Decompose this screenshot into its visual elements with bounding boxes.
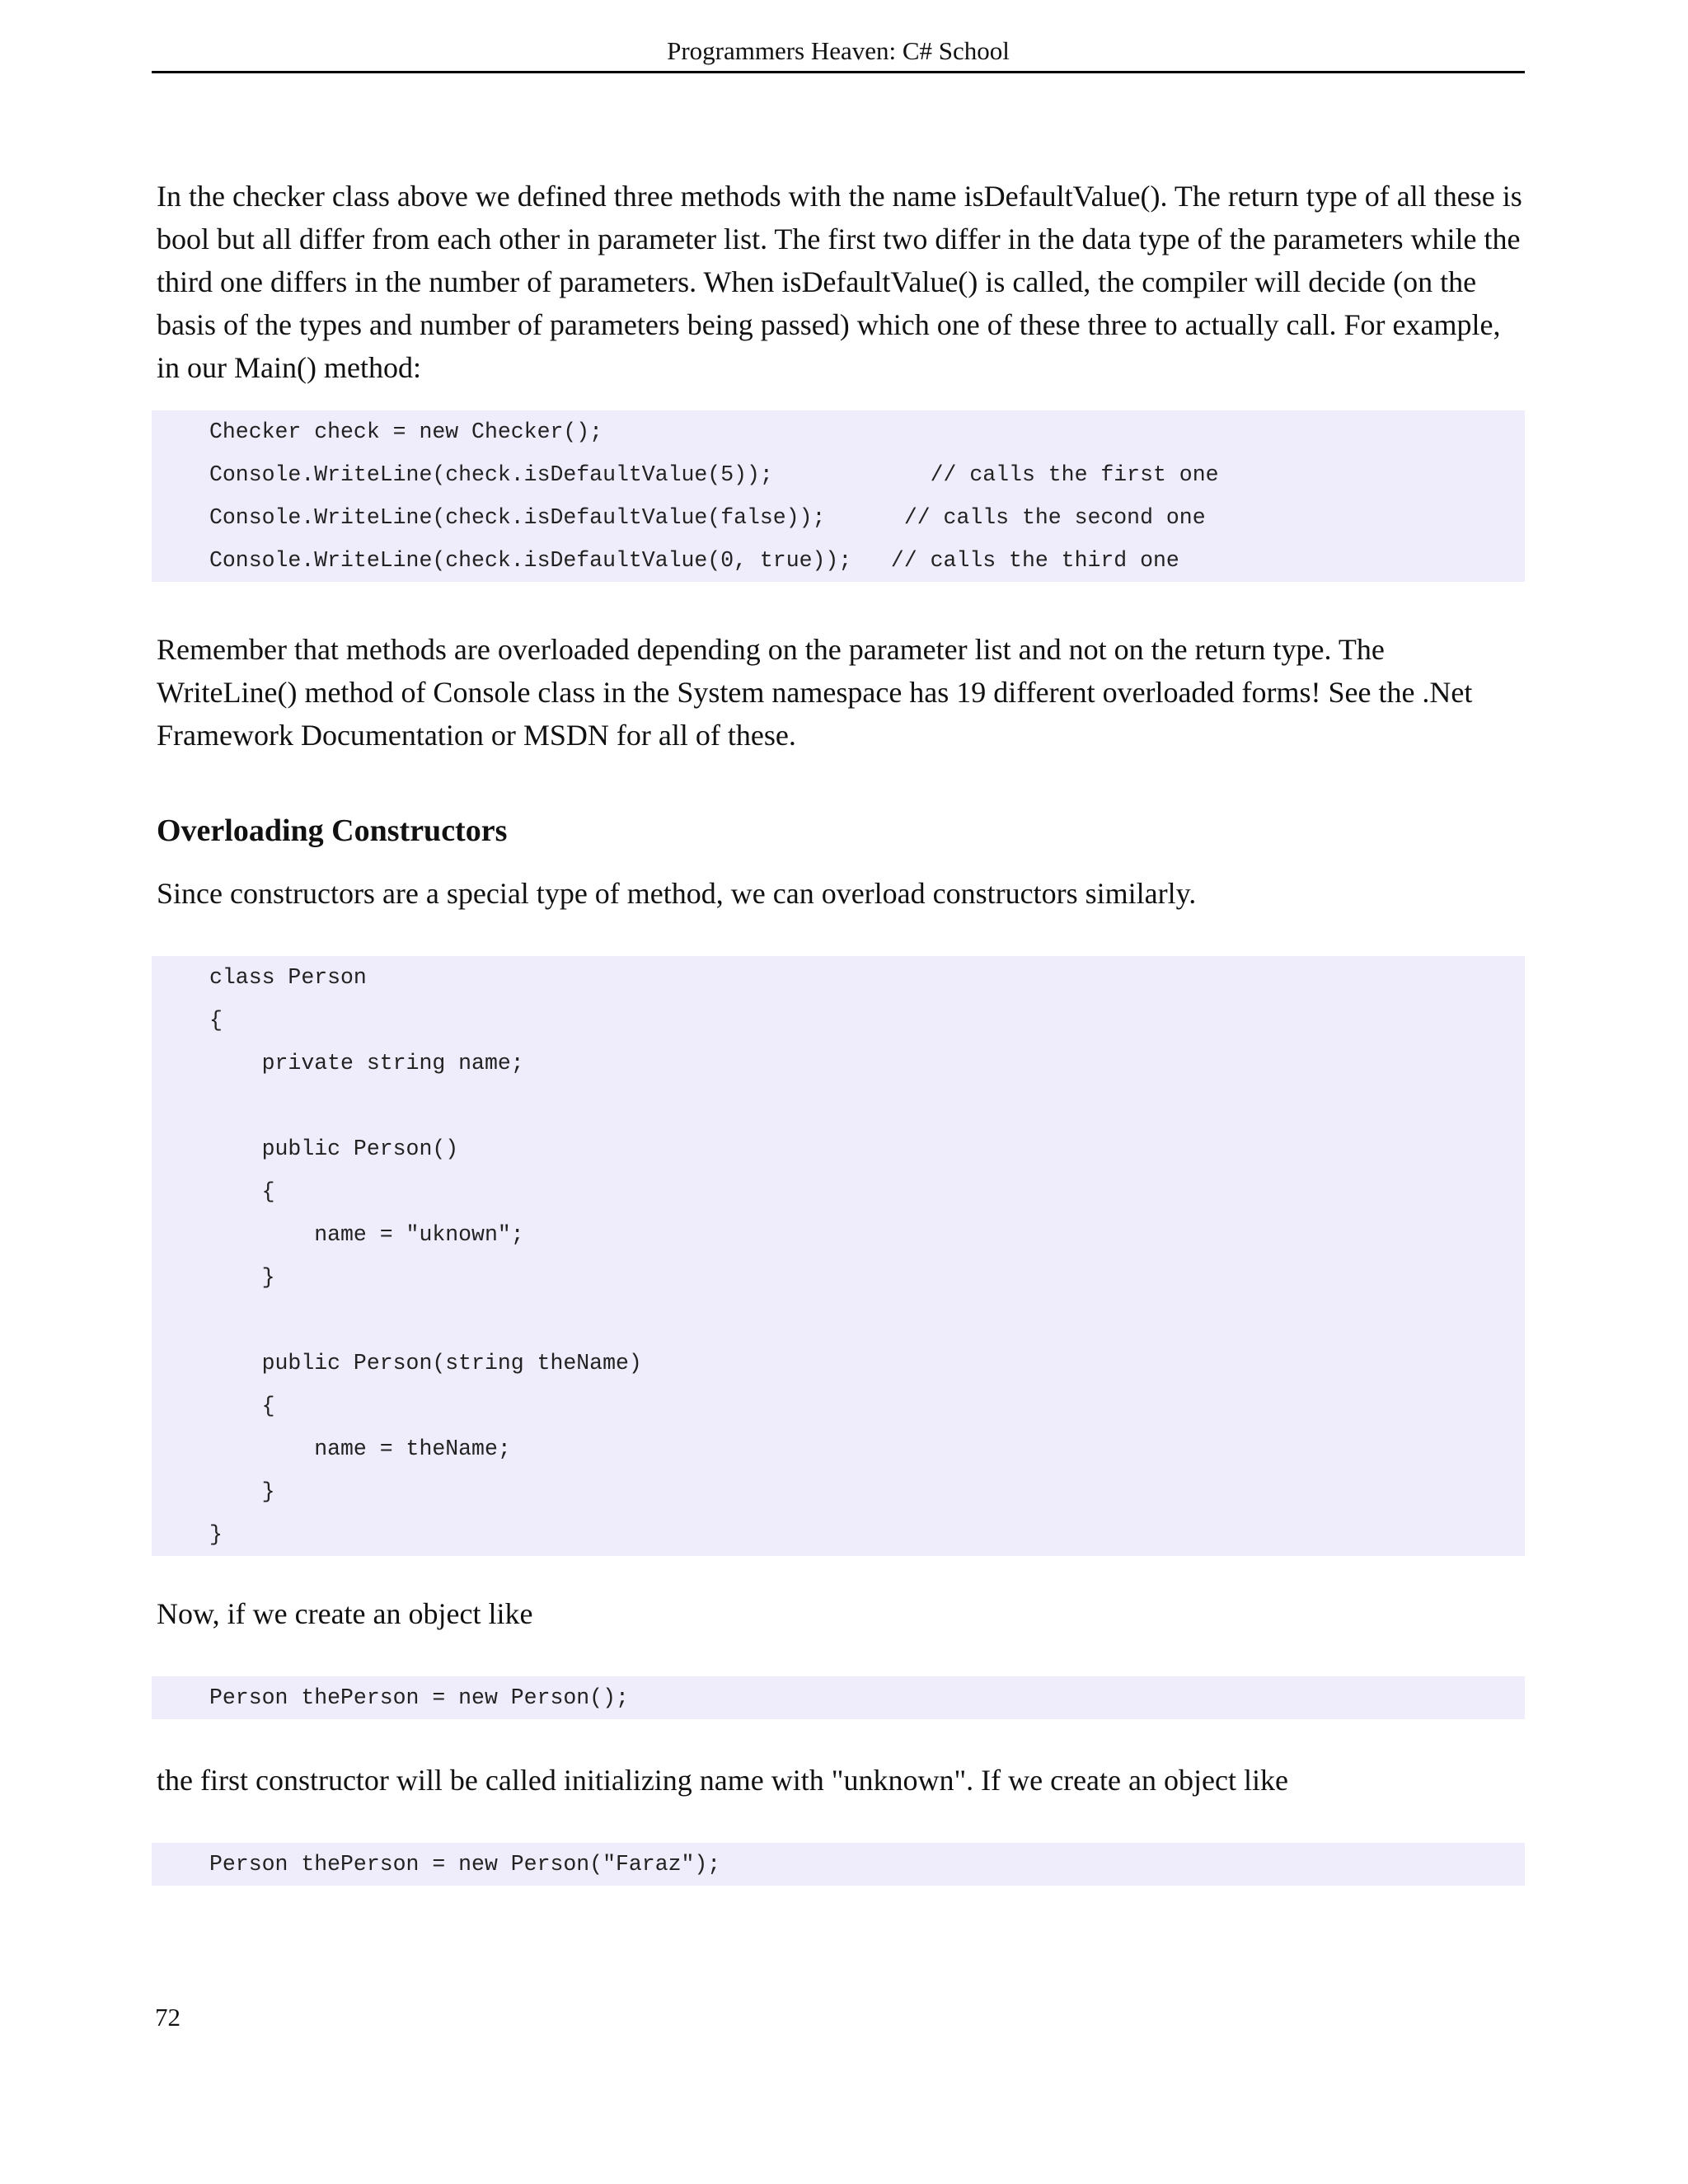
code-line: class Person: [209, 965, 367, 990]
code-line: Console.WriteLine(check.isDefaultValue(false)); // calls the second one: [209, 505, 1206, 530]
code-line: {: [209, 1394, 275, 1418]
code-line: [152, 1085, 1525, 1127]
page-number: 72: [155, 2003, 181, 2032]
code-line: Person thePerson = new Person();: [209, 1685, 629, 1710]
code-block-person-class: [152, 956, 1525, 1556]
page-header: [152, 33, 1525, 73]
paragraph-overload-intro: In the checker class above we defined three methods with the name isDefaultValue(). The return type of all these is bool but all differ from each other in parameter list. The first two differ in the data type of the parameters while the third one differs in the number of parameters. When isDefaultValue() is called, the compiler will decide (on the basis of the types and number of parameters being passed) which one of these three to actually call. For example, in our Main() method:: [157, 180, 1522, 384]
code-line: {: [209, 1008, 223, 1033]
header-title: Programmers Heaven: C# School: [667, 36, 1010, 65]
paragraph-overload-return-type: Remember that methods are overloaded depending on the parameter list and not on the return type. The WriteLine() method of Console class in the System namespace has 19 different overloaded forms! See the .Net Framework Documentation or MSDN for all of these.: [157, 633, 1473, 752]
page-content: [157, 175, 1525, 1886]
code-line: Console.WriteLine(check.isDefaultValue(5)); // calls the first one: [209, 462, 1219, 487]
code-block-checker-calls: [152, 410, 1525, 582]
code-line: name = "uknown";: [209, 1222, 524, 1247]
code-line: }: [209, 1265, 275, 1290]
code-line: [152, 1299, 1525, 1342]
code-line: public Person(): [209, 1137, 459, 1161]
code-line: Person thePerson = new Person("Faraz");: [209, 1852, 721, 1877]
code-line: }: [209, 1522, 223, 1547]
section-heading: Overloading Constructors: [157, 813, 508, 848]
code-line: name = theName;: [209, 1436, 511, 1461]
code-line: public Person(string theName): [209, 1351, 642, 1376]
code-line: }: [209, 1479, 275, 1504]
code-block-named-constructor: [152, 1843, 1525, 1886]
paragraph-first-constructor: the first constructor will be called initializing name with "unknown". If we create an object like: [157, 1764, 1288, 1797]
paragraph-constructors-intro: Since constructors are a special type of method, we can overload constructors similarly.: [157, 877, 1197, 910]
code-line: {: [209, 1179, 275, 1204]
paragraph-create-object: Now, if we create an object like: [157, 1597, 533, 1630]
code-line: Console.WriteLine(check.isDefaultValue(0, true)); // calls the third one: [209, 548, 1179, 573]
code-line: Checker check = new Checker();: [209, 419, 603, 444]
code-line: private string name;: [209, 1051, 524, 1076]
code-block-default-constructor: [152, 1676, 1525, 1719]
